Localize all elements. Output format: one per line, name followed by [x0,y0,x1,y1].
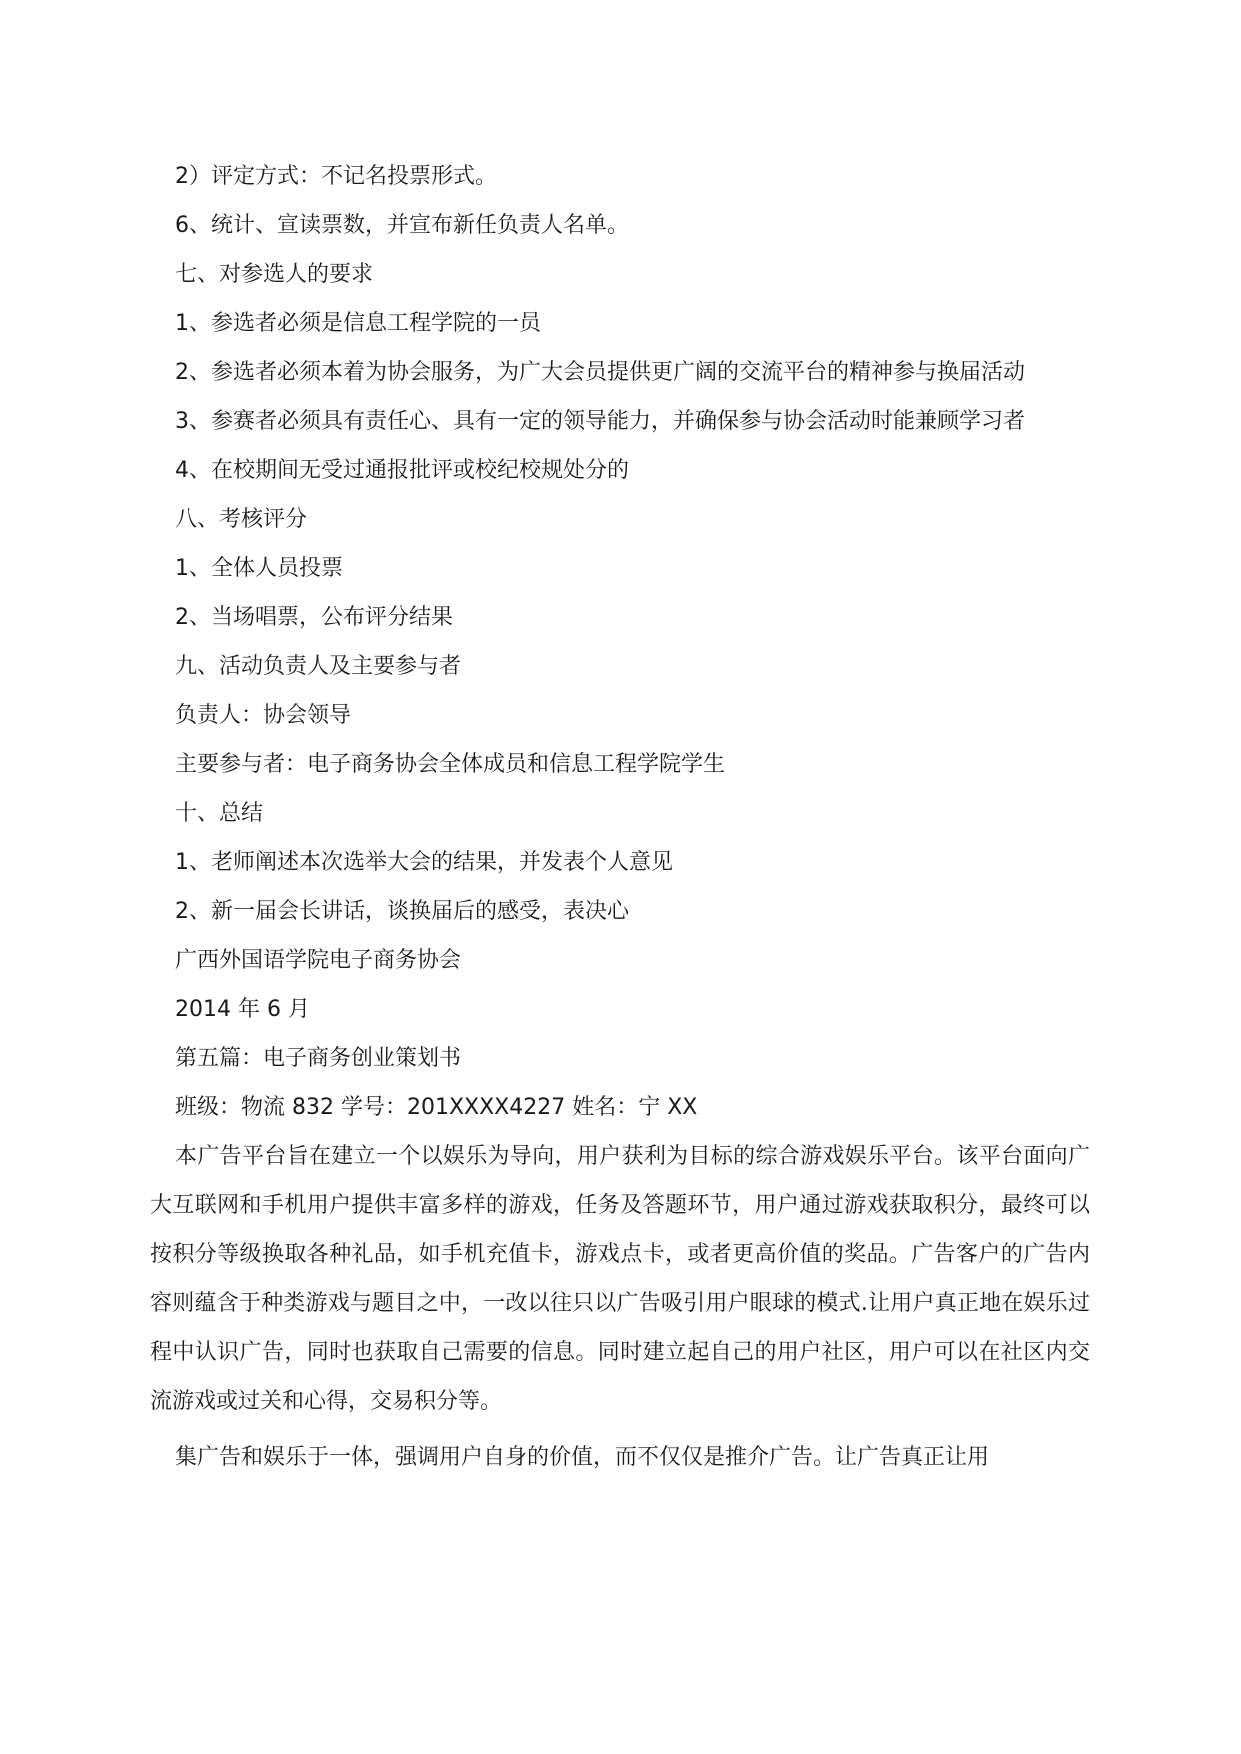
text-line: 1、全体人员投票 [175,556,343,581]
body-paragraph: 集广告和娱乐于一体，强调用户自身的价值，而不仅仅是推介广告。让广告真正让用 [175,1445,990,1470]
section-heading: 七、对参选人的要求 [175,262,374,287]
requirement-paragraph: 3、参赛者必须具有责任心、具有一定的领导能力，并确保参与协会活动时能兼顾学习者 [175,409,1025,434]
student-info-line: 班级：物流 832 学号：201XXXX4227 姓名：宁 XX [175,1095,698,1120]
text-line: 主要参与者：电子商务协会全体成员和信息工程学院学生 [175,752,726,777]
chapter-title: 第五篇：电子商务创业策划书 [175,1046,462,1071]
text-line: 2、新一届会长讲话，谈换届后的感受，表决心 [175,899,629,924]
text-line: 4、在校期间无受过通报批评或校纪校规处分的 [175,458,629,483]
text-line: 1、老师阐述本次选举大会的结果，并发表个人意见 [175,850,673,875]
text-line: 负责人：协会领导 [175,703,352,728]
requirement-paragraph: 2、参选者必须本着为协会服务，为广大会员提供更广阔的交流平台的精神参与换届活动 [175,360,1025,385]
body-paragraph: 本广告平台旨在建立一个以娱乐为导向，用户获利为目标的综合游戏娱乐平台。该平台面向广大互联网和手机用户提供丰富多样的游戏，任务及答题环节，用户通过游戏获取积分，最终可以按积分等级换取各种礼品，如手机充值卡，游戏点卡，或者更高价值的奖品。广告客户的广告内容则蕴含于种类游戏与题目之中，一改以往只以广告吸引用户眼球的模式.让用户真正地在娱乐过程中认识广告，同时也获取自己需要的信息。同时建立起自己的用户社区，用户可以在社区内交流游戏或过关和心得，交易积分等。 [150,1144,1090,1414]
text-line: 2）评定方式：不记名投票形式。 [175,164,497,189]
section-heading: 十、总结 [175,801,264,826]
section-heading: 九、活动负责人及主要参与者 [175,654,462,679]
text-line: 2、当场唱票，公布评分结果 [175,605,453,630]
date-line: 2014 年 6 月 [175,997,310,1022]
section-heading: 八、考核评分 [175,507,308,532]
document-page [150,152,1090,1482]
organization-name: 广西外国语学院电子商务协会 [175,948,462,973]
text-line: 1、参选者必须是信息工程学院的一员 [175,311,541,336]
text-line: 6、统计、宣读票数，并宣布新任负责人名单。 [175,213,629,238]
